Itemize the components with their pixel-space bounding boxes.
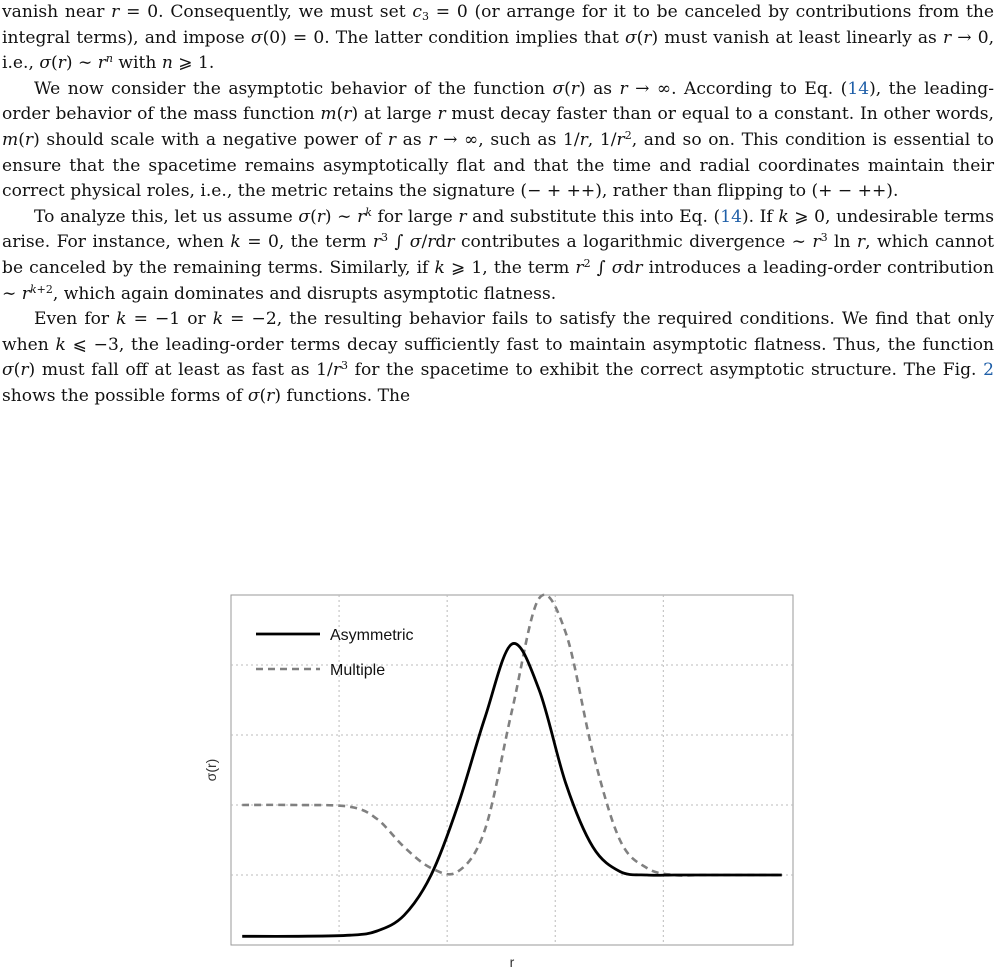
legend-label-asymmetric: Asymmetric (330, 627, 414, 644)
y-axis-label: σ(r) (203, 758, 219, 782)
sigma-chart (195, 590, 805, 973)
paragraph: We now consider the asymptotic behavior of the function σ(r) as r → ∞. According to Eq. (14), the leading-order behavior of the mass function m(r) at large r must decay faster than or equal to a constant. In other words, m(r) should scale with a negative power of r as r → ∞, such as 1/r, $1/r^2$, and so on. This condition is essential to ensure that the spacetime remains asymptotically flat and that the time and radial coordinates maintain their correct physical roles, i.e., the metric retains the signature (− + ++), rather than flipping to (+ − ++). (2, 78, 994, 202)
reference-link[interactable]: 14 (720, 206, 742, 227)
figure-2 (195, 590, 805, 973)
series-line-asymmetric (242, 643, 782, 936)
legend (256, 627, 414, 679)
x-axis-label: r (509, 954, 515, 970)
paragraph: vanish near r = 0. Consequently, we must set $c_3 = 0$ (or arrange for it to be canceled by contributions from the integral terms), and impose σ(0) = 0. The latter condition implies that σ(r) must vanish at least linearly as r → 0, i.e., σ(r) ∼ $r^n$ with n ⩾ 1. (2, 2, 995, 74)
grid (231, 595, 793, 945)
legend-label-multiple: Multiple (330, 662, 386, 679)
paragraph: Even for k = −1 or k = −2, the resulting behavior fails to satisfy the required conditions. We find that only when k ⩽ −3, the leading-order terms decay sufficiently fast to maintain asymptotic flatness. Thus, the function σ(r) must fall off at least as fast as $1/r^3$ for the spacetime to exhibit the correct asymptotic structure. The Fig. 2 shows the possible forms of σ(r) functions. The (2, 309, 995, 406)
plot-frame (231, 595, 793, 945)
body-text (2, 0, 994, 410)
paragraph: To analyze this, let us assume σ(r) ∼ $r^k$ for large r and substitute this into Eq. (14). If k ⩾ 0, undesirable terms arise. For instance, when k = 0, the term $r^3$ ∫ σ/rdr contributes a logarithmic divergence ∼ $r^3$ ln r, which cannot be canceled by the remaining terms. Similarly, if k ⩾ 1, the term $r^2$ ∫ σdr introduces a leading-order contribution ∼ $r^{k+2}$, which again dominates and disrupts asymptotic flatness. (2, 205, 994, 304)
reference-link[interactable]: 14 (847, 78, 870, 99)
series-layer (242, 595, 782, 937)
reference-link[interactable]: 2 (983, 360, 994, 381)
